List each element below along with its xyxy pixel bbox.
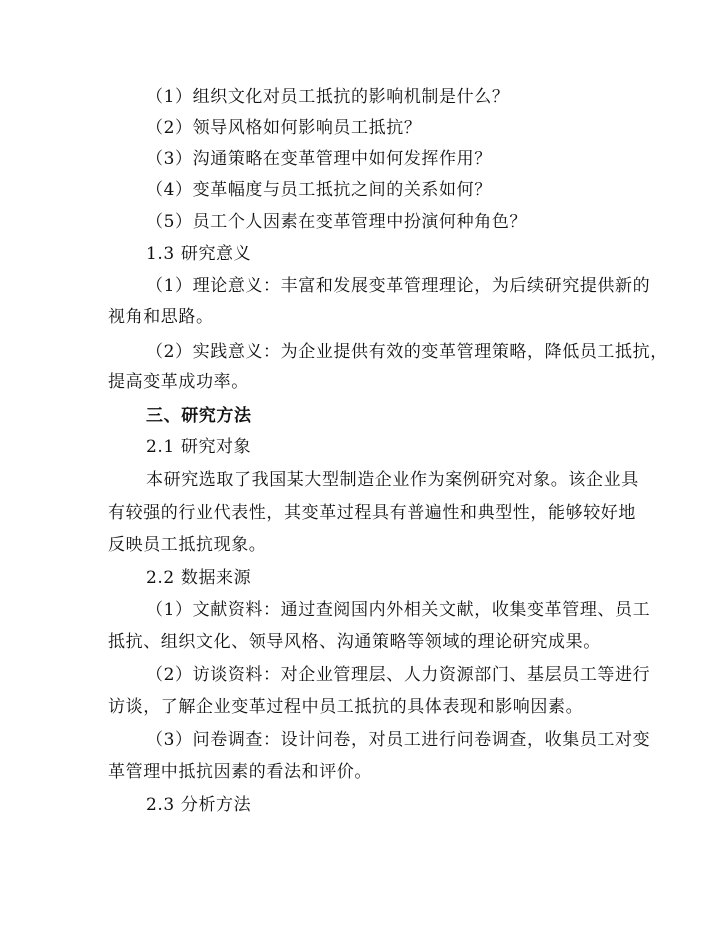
research-object-paragraph: 本研究选取了我国某大型制造企业作为案例研究对象。该企业具 xyxy=(146,470,639,490)
section-heading-2-1: 2.1 研究对象 xyxy=(146,437,252,457)
data-source-item-3-continued: 革管理中抵抗因素的看法和评价。 xyxy=(108,762,372,782)
data-source-item-1: （1）文献资料：通过查阅国内外相关文献，收集变革管理、员工 xyxy=(146,600,651,620)
research-object-paragraph-end: 反映员工抵抗现象。 xyxy=(108,535,267,555)
question-item-2: （2）领导风格如何影响员工抵抗？ xyxy=(146,118,422,138)
question-item-3: （3）沟通策略在变革管理中如何发挥作用？ xyxy=(146,149,492,169)
data-source-item-3: （3）问卷调查：设计问卷，对员工进行问卷调查，收集员工对变 xyxy=(146,730,651,750)
section-heading-2-3: 2.3 分析方法 xyxy=(146,795,252,815)
section-heading-2-2: 2.2 数据来源 xyxy=(146,568,252,588)
significance-item-1-continued: 视角和思路。 xyxy=(108,307,214,327)
significance-item-2: （2）实践意义：为企业提供有效的变革管理策略，降低员工抵抗， xyxy=(146,342,668,362)
data-source-item-1-continued: 抵抗、组织文化、领导风格、沟通策略等领域的理论研究成果。 xyxy=(108,632,601,652)
significance-item-2-continued: 提高变革成功率。 xyxy=(108,372,249,392)
data-source-item-2-continued: 访谈，了解企业变革过程中员工抵抗的具体表现和影响因素。 xyxy=(108,697,584,717)
chapter-heading-research-methods: 三、研究方法 xyxy=(146,406,252,426)
research-object-paragraph-continued: 有较强的行业代表性，其变革过程具有普遍性和典型性，能够较好地 xyxy=(108,503,636,523)
section-heading-1-3: 1.3 研究意义 xyxy=(146,244,252,264)
question-item-5: （5）员工个人因素在变革管理中扮演何种角色？ xyxy=(146,212,528,232)
question-item-1: （1）组织文化对员工抵抗的影响机制是什么？ xyxy=(146,87,510,107)
significance-item-1: （1）理论意义：丰富和发展变革管理理论，为后续研究提供新的 xyxy=(146,276,651,296)
data-source-item-2: （2）访谈资料：对企业管理层、人力资源部门、基层员工等进行 xyxy=(146,665,651,685)
question-item-4: （4）变革幅度与员工抵抗之间的关系如何？ xyxy=(146,180,492,200)
